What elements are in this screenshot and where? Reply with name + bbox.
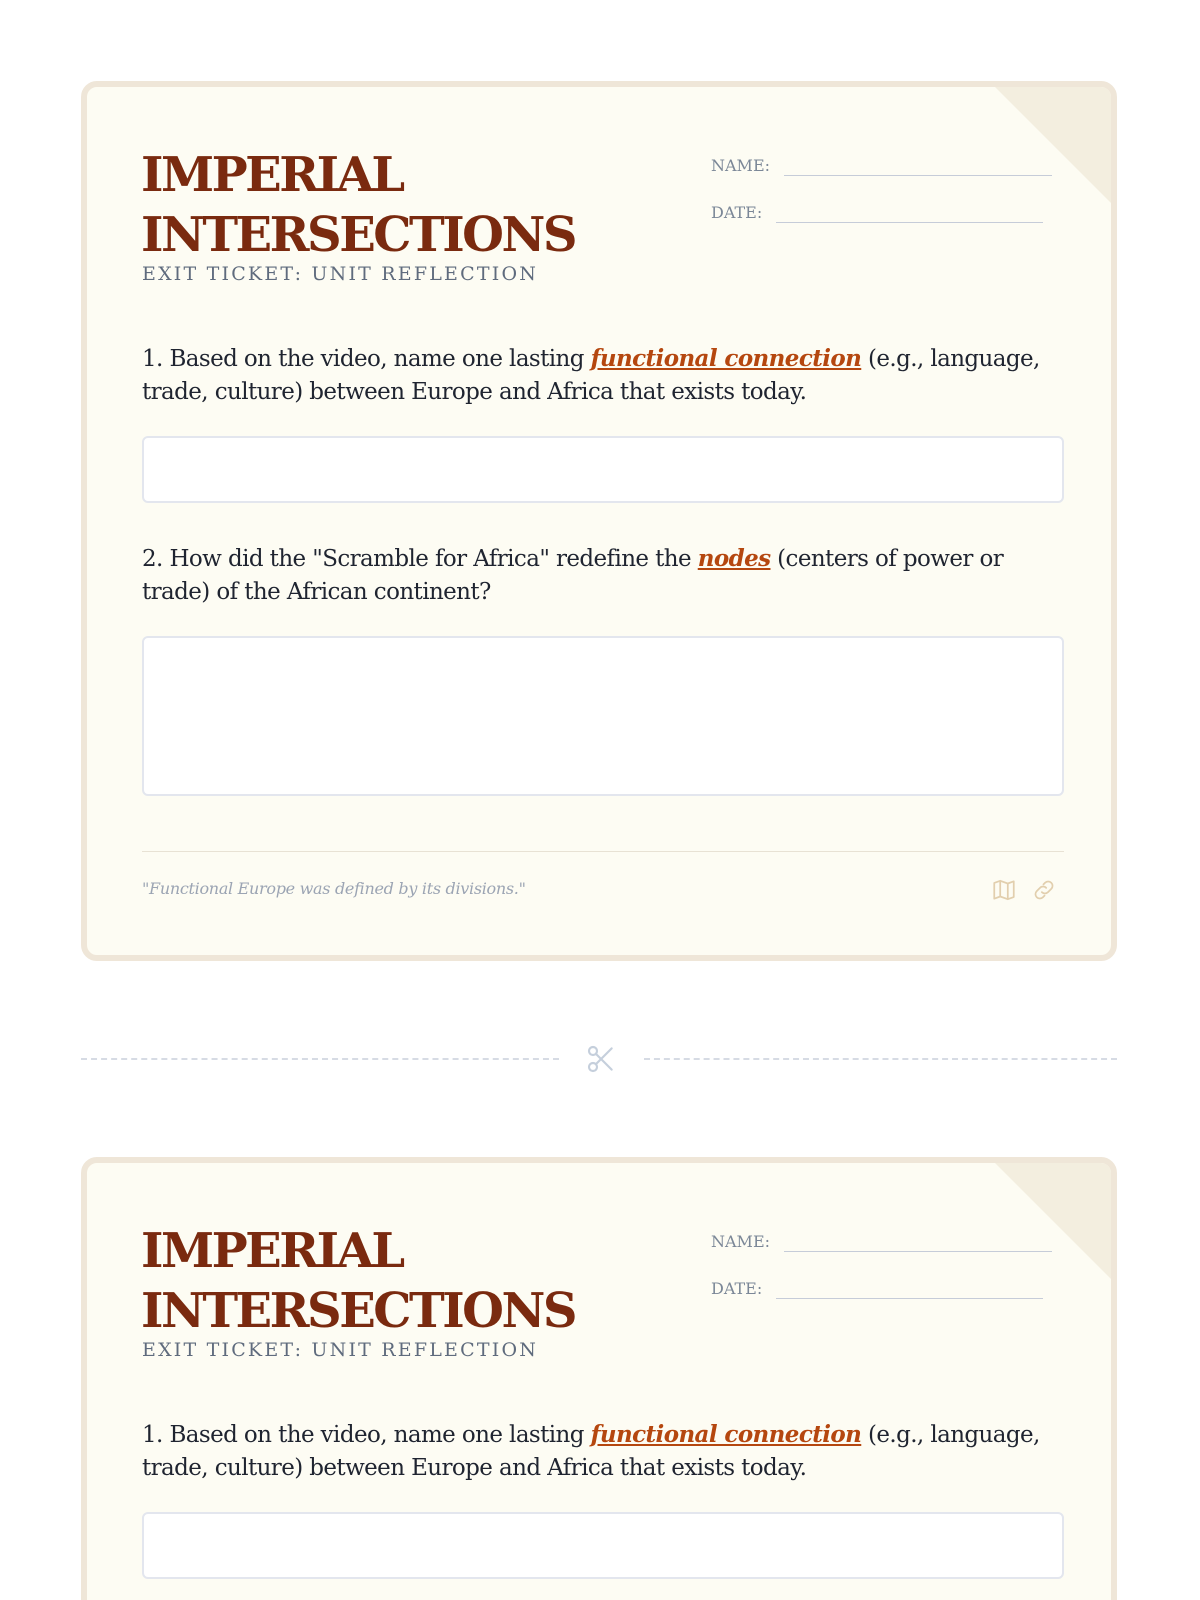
question-1 — [142, 1418, 1042, 1485]
name-line[interactable] — [784, 155, 1052, 176]
footer-quote: "Functional Europe was defined by its divisions." — [142, 879, 526, 898]
exit-ticket-1 — [81, 81, 1117, 961]
answer-1-box[interactable] — [142, 1512, 1064, 1579]
ticket-subtitle: EXIT TICKET: UNIT REFLECTION — [142, 263, 539, 285]
name-label: NAME: — [711, 156, 771, 175]
question-1-text-after: (e.g., language, trade, culture) between Europe and Africa that exists today. — [142, 1422, 1040, 1481]
corner-fold — [993, 85, 1113, 205]
question-2 — [142, 542, 1042, 609]
answer-2-box[interactable] — [142, 636, 1064, 796]
question-1-term: functional connection — [590, 345, 862, 372]
map-icon — [991, 877, 1017, 903]
link-icon — [1031, 877, 1057, 903]
ticket-subtitle: EXIT TICKET: UNIT REFLECTION — [142, 1339, 539, 1361]
title-line-1: IMPERIAL — [141, 1223, 403, 1279]
answer-1-box[interactable] — [142, 436, 1064, 503]
date-field — [711, 1278, 1043, 1299]
ticket-title — [141, 145, 661, 265]
question-2-term: nodes — [697, 545, 771, 572]
date-line[interactable] — [776, 202, 1043, 223]
title-line-1: IMPERIAL — [141, 147, 403, 203]
title-line-2: INTERSECTIONS — [141, 207, 575, 263]
title-line-2: INTERSECTIONS — [141, 1283, 575, 1339]
cut-line-left — [81, 1058, 559, 1060]
date-label: DATE: — [711, 1279, 763, 1298]
name-field — [711, 155, 1052, 176]
question-1-text-before: 1. Based on the video, name one lasting — [142, 346, 591, 372]
footer-divider — [142, 851, 1064, 852]
corner-fold — [993, 1161, 1113, 1281]
name-label: NAME: — [711, 1232, 771, 1251]
question-1-term: functional connection — [590, 1421, 862, 1448]
date-field — [711, 202, 1043, 223]
name-field — [711, 1231, 1052, 1252]
question-2-text-before: 2. How did the "Scramble for Africa" redefine the — [142, 546, 698, 572]
date-label: DATE: — [711, 203, 763, 222]
question-1 — [142, 342, 1042, 409]
ticket-title — [141, 1221, 661, 1341]
question-1-text-after: (e.g., language, trade, culture) between Europe and Africa that exists today. — [142, 346, 1040, 405]
date-line[interactable] — [776, 1278, 1043, 1299]
cut-line-right — [644, 1058, 1117, 1060]
question-1-text-before: 1. Based on the video, name one lasting — [142, 1422, 591, 1448]
exit-ticket-2 — [81, 1157, 1117, 1600]
question-2-text-after: (centers of power or trade) of the African continent? — [142, 546, 1004, 605]
name-line[interactable] — [784, 1231, 1052, 1252]
scissors-icon — [585, 1043, 617, 1075]
